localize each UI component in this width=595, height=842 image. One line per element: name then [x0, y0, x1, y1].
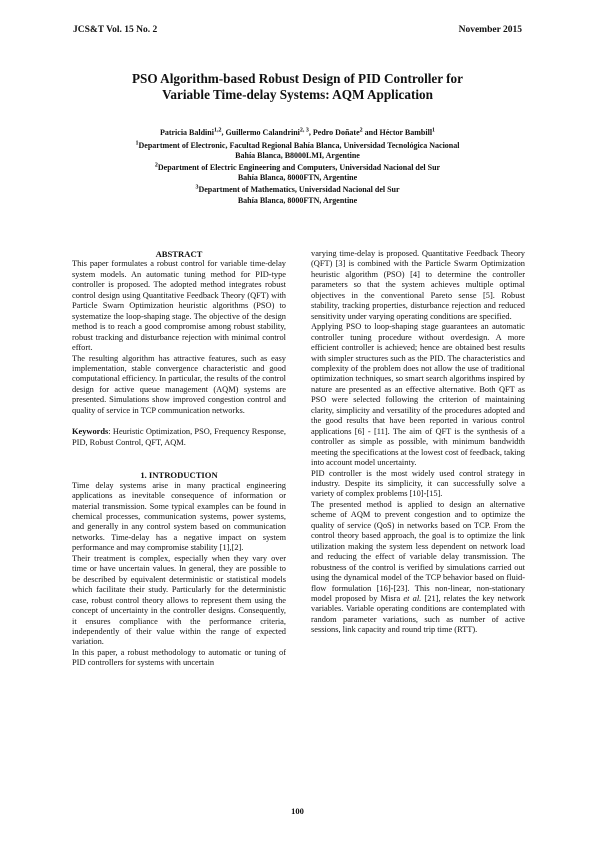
author-4-affil: 1: [432, 127, 436, 134]
right-paragraph-4-part-b: [21], relates the key network variables. Variable operating conditions are contemplated with random parameter variations, such as number of active sessions, link capacity and round trip time (RTT).: [311, 593, 526, 635]
keywords-label: Keywords: [72, 427, 109, 437]
affiliation-2-line-1: Department of Electric Engineering and Computers, Universidad Nacional del Sur: [157, 162, 441, 172]
author-4: and Héctor Bambill: [362, 128, 433, 137]
keywords: [72, 427, 286, 448]
intro-paragraph-2: Their treatment is complex, especially when they vary over time or have uncertain values. In general, they are possible to be described by equivalent deterministic or statistical models which facilitate their study. Particularly for the deterministic case, robust control theory allows to represent them using the concept of uncertainty in the controller designs. Consequently, it ensures compliance with the performance criteria, independently of their value within the range of expected variation.: [72, 553, 286, 647]
right-paragraph-3: PID controller is the most widely used control strategy in industry. Despite its simplicity, it can successfully solve a variety of complex problems [10]-[15].: [311, 468, 525, 499]
author-block: [73, 128, 522, 206]
abstract-paragraph-1: This paper formulates a robust control for variable time-delay system models. An automatic tuning method for PID-type controller is proposed. The adopted method integrates robust control design using Quantitative Feedback Theory (QFT) with Particle Swarn Optimization heuristic algorithms (PSO) to systematize the loop-shaping stage. The objective of the design method is to reach a good compromise among robust stability, robust tracking and disturbance rejection with minimal control effort.: [72, 259, 286, 353]
right-paragraph-4-emphasis: et al.: [403, 593, 422, 603]
right-paragraph-4: [311, 500, 525, 636]
paper-title: [73, 71, 522, 103]
left-column: [72, 249, 286, 669]
affiliation-1-sup: 1: [135, 139, 139, 146]
page-number: 100: [291, 806, 304, 816]
right-paragraph-4-part-a: The presented method is applied to design an alternative scheme of AQM to prevent congestion and to optimize the quality of service (QoS) in networks based on TCP. From the control theory based approach, the goal is to optimize the link utilization making the system less dependent on network load and reducing the effect of variable delay transmission. The robustness of the control is verified by simulations carried out using the dynamical model of the TCP behavior based on fluid-flow formulation [16]-[23]. This non-linear, non-stationary model proposed by Misra: [311, 499, 525, 603]
title-line-2: Variable Time-delay Systems: AQM Application: [162, 87, 433, 102]
affiliation-2-line-2: Bahía Blanca, 8000FTN, Argentine: [237, 173, 358, 183]
author-3-affil: 2: [359, 127, 363, 134]
affiliation-2: [73, 163, 522, 184]
affiliation-3-sup: 3: [195, 184, 199, 191]
right-paragraph-2: Applying PSO to loop-shaping stage guarantees an automatic controller tuning procedure without overdesign. A more efficient controller is achieved; hence are obtained best results with simpler structures such as the PID. The characteristics and complexity of the problem does not allow the use of traditional optimization techniques, so smart search algorithms inspired by nature are presented as an effective alternative. Both QFT as PSO were selected following the criterion of maintaining clarity, simplicity and versatility of the procedures adopted and the good results that have been reported in various control applications [6] - [11]. The aim of QFT is the synthesis of a controller as simple as possible, with minimum bandwidth meeting the specifications at the lowest cost of feedback, taking into account model uncertainty.: [311, 322, 525, 468]
affiliation-3: [73, 185, 522, 206]
author-list: [73, 128, 522, 139]
affiliation-3-line-2: Bahía Blanca, 8000FTN, Argentine: [237, 195, 358, 205]
author-3: , Pedro Doñate: [308, 128, 360, 137]
author-2-affil: 2, 3: [299, 127, 309, 134]
intro-paragraph-3: In this paper, a robust methodology to automatic or tuning of PID controllers for systems with uncertain: [72, 647, 286, 668]
author-1: Patricia Baldini: [159, 128, 214, 137]
author-2: , Guillermo Calandrini: [221, 128, 300, 137]
author-1-affil: 1,2: [213, 127, 222, 134]
affiliation-1: [73, 141, 522, 162]
title-line-1: PSO Algorithm-based Robust Design of PID Controller for: [131, 71, 464, 86]
right-paragraph-1: varying time-delay is proposed. Quantitative Feedback Theory (QFT) [3] is combined with the Particle Swarm Optimization heuristic algorithm (PSO) [4] to determine the controller parameters so that the system achieves multiple optimal objectives in the conventional Pareto sense [5]. Robust stability, tracking properties, disturbance rejection and reduced sensitivity under varying operating conditions are specified.: [311, 249, 525, 321]
introduction-heading: 1. INTRODUCTION: [140, 470, 218, 481]
affiliation-2-sup: 2: [154, 162, 158, 169]
affiliation-3-line-1: Department of Mathematics, Universidad Nacional del Sur: [198, 184, 400, 194]
right-column: [311, 249, 525, 636]
intro-paragraph-1: Time delay systems arise in many practical engineering applications as inevitable consequence of information or material transmission. Some typical examples can be found in chemical processes, communication systems, power systems, and generally in any control system based on communication networks. Time-delay has a negative impact on system performance and may compromise stability [1],[2].: [72, 480, 286, 553]
abstract-paragraph-2: The resulting algorithm has attractive features, such as easy implementation, stable convergence characteristic and good computational efficiency. In particular, the results of the control design for active queue management (AQM) systems are presented. Simulations show improved congestion control and quality of service in TCP communication networks.: [72, 353, 286, 415]
journal-header: JCS&T Vol. 15 No. 2: [73, 25, 158, 35]
affiliation-1-line-1: Department of Electronic, Facultad Regional Bahía Blanca, Universidad Tecnológica Nacional: [138, 140, 460, 150]
abstract-heading: ABSTRACT: [155, 249, 203, 259]
keywords-text: : Heuristic Optimization, PSO, Frequency Response, PID, Robust Control, QFT, AQM.: [72, 427, 286, 447]
affiliation-1-line-2: Bahía Blanca, B8000LMI, Argentine: [235, 151, 360, 161]
date-header: November 2015: [458, 25, 522, 35]
